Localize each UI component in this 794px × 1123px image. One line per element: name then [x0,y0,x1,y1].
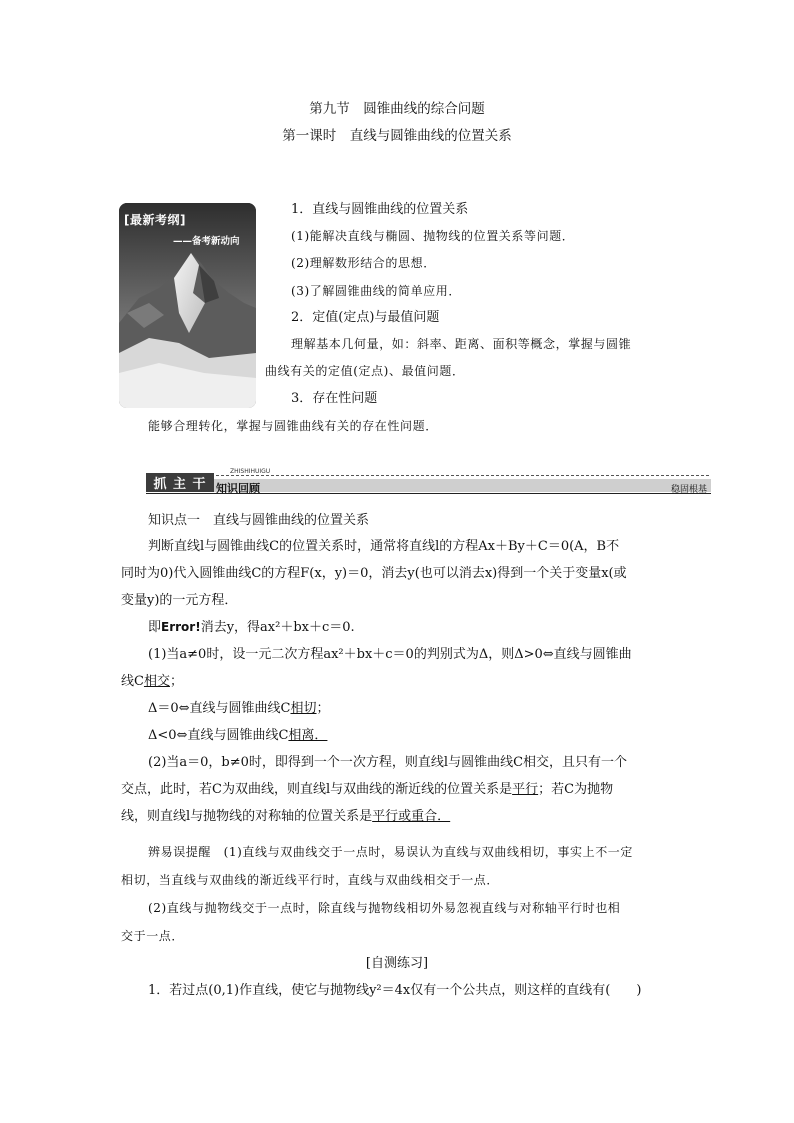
banner-underline [146,493,711,494]
paragraph-line: (1)当a≠0时，设一元二次方程ax²＋bx＋c＝0的判别式为Δ，则Δ>0⇔直线与圆锥曲 [148,647,632,662]
paragraph-line: (2)当a＝0，b≠0时，即得到一个一次方程，则直线l与圆锥曲线C相交，且只有一个 [148,755,628,770]
paragraph-line [148,621,355,634]
paragraph-line: 变量y)的一元方程． [121,593,238,608]
syllabus-line: (1)能解决直线与椭圆、抛物线的位置关系等问题． [291,229,575,243]
text-span: Δ<0⇔直线与圆锥曲线C [148,728,289,743]
question-line: 1．若过点(0,1)作直线，使它与抛物线y²＝4x仅有一个公共点，则这样的直线有( ) [148,983,642,998]
syllabus-line: 曲线有关的定值(定点)、最值问题． [265,364,465,378]
syllabus-line: 1．直线与圆锥曲线的位置关系 [291,202,469,217]
paragraph-line: 判断直线l与圆锥曲线C的位置关系时，通常将直线l的方程Ax＋By＋C＝0(A，B不 [148,539,620,554]
page-title: 第九节 圆锥曲线的综合问题 [309,101,485,117]
text-span: 线C [121,674,144,689]
text-span: 消去y，得ax²＋bx＋c＝0. [200,620,355,635]
banner-section-label: 知识回顾 [216,482,260,495]
self-test-heading: [自测练习] [365,956,429,971]
text-span: 线，则直线l与抛物线的对称轴的位置关系是 [121,809,373,824]
note-line: 相切，当直线与双曲线的渐近线平行时，直线与双曲线相交于一点． [121,873,500,887]
banner-dotted-rule [216,475,709,476]
text-span: ； [169,674,183,689]
paragraph-line: 同时为0)代入圆锥曲线C的方程F(x，y)＝0，消去y(也可以消去x)得到一个关于变量x(或 [121,566,627,581]
underlined-answer: 相离． [288,728,328,743]
text-span: 即 [148,620,162,635]
syllabus-line: (2)理解数形结合的思想． [291,256,436,270]
text-span: ； [316,701,330,716]
syllabus-line: 理解基本几何量，如：斜率、距离、面积等概念，掌握与圆锥 [291,337,632,351]
underlined-answer: 平行 [512,782,539,797]
syllabus-line: (3)了解圆锥曲线的简单应用． [291,284,461,298]
syllabus-line: 3．存在性问题 [291,391,378,406]
page-subtitle: 第一课时 直线与圆锥曲线的位置关系 [282,128,512,144]
paragraph-line [148,729,327,742]
note-line: (2)直线与抛物线交于一点时，除直线与抛物线相切外易忽视直线与对称轴平行时也相 [148,901,621,915]
paragraph-line [121,810,450,823]
note-line: 辨易误提醒 (1)直线与双曲线交于一点时，易误认为直线与双曲线相切，事实上不一定 [148,845,634,859]
syllabus-subtag: ——备考新动向 [173,236,240,247]
error-text: Error! [161,620,201,634]
mountain-image [119,203,256,408]
section-banner [146,468,711,495]
paragraph-line [148,702,330,715]
paragraph-line [121,783,613,796]
banner-tabs: 抓 主 干 [146,473,214,492]
underlined-answer: 相交 [143,674,170,689]
syllabus-line: 能够合理转化，掌握与圆锥曲线有关的存在性问题． [148,419,438,433]
underlined-answer: 平行或重合． [372,809,451,824]
syllabus-tag: [最新考纲] [124,213,186,227]
knowledge-point-heading: 知识点一 直线与圆锥曲线的位置关系 [148,513,370,528]
syllabus-line: 2．定值(定点)与最值问题 [291,310,440,325]
banner-right-label: 稳固根基 [670,485,707,495]
banner-pinyin: ZHISHIHUIGU [230,468,271,475]
text-span: Δ＝0⇔直线与圆锥曲线C [148,701,291,716]
text-span: 交点，此时，若C为双曲线，则直线l与双曲线的渐近线的位置关系是 [121,782,513,797]
underlined-answer: 相切 [290,701,317,716]
paragraph-line [121,675,183,688]
note-line: 交于一点． [121,929,185,943]
text-span: ；若C为抛物 [538,782,614,797]
